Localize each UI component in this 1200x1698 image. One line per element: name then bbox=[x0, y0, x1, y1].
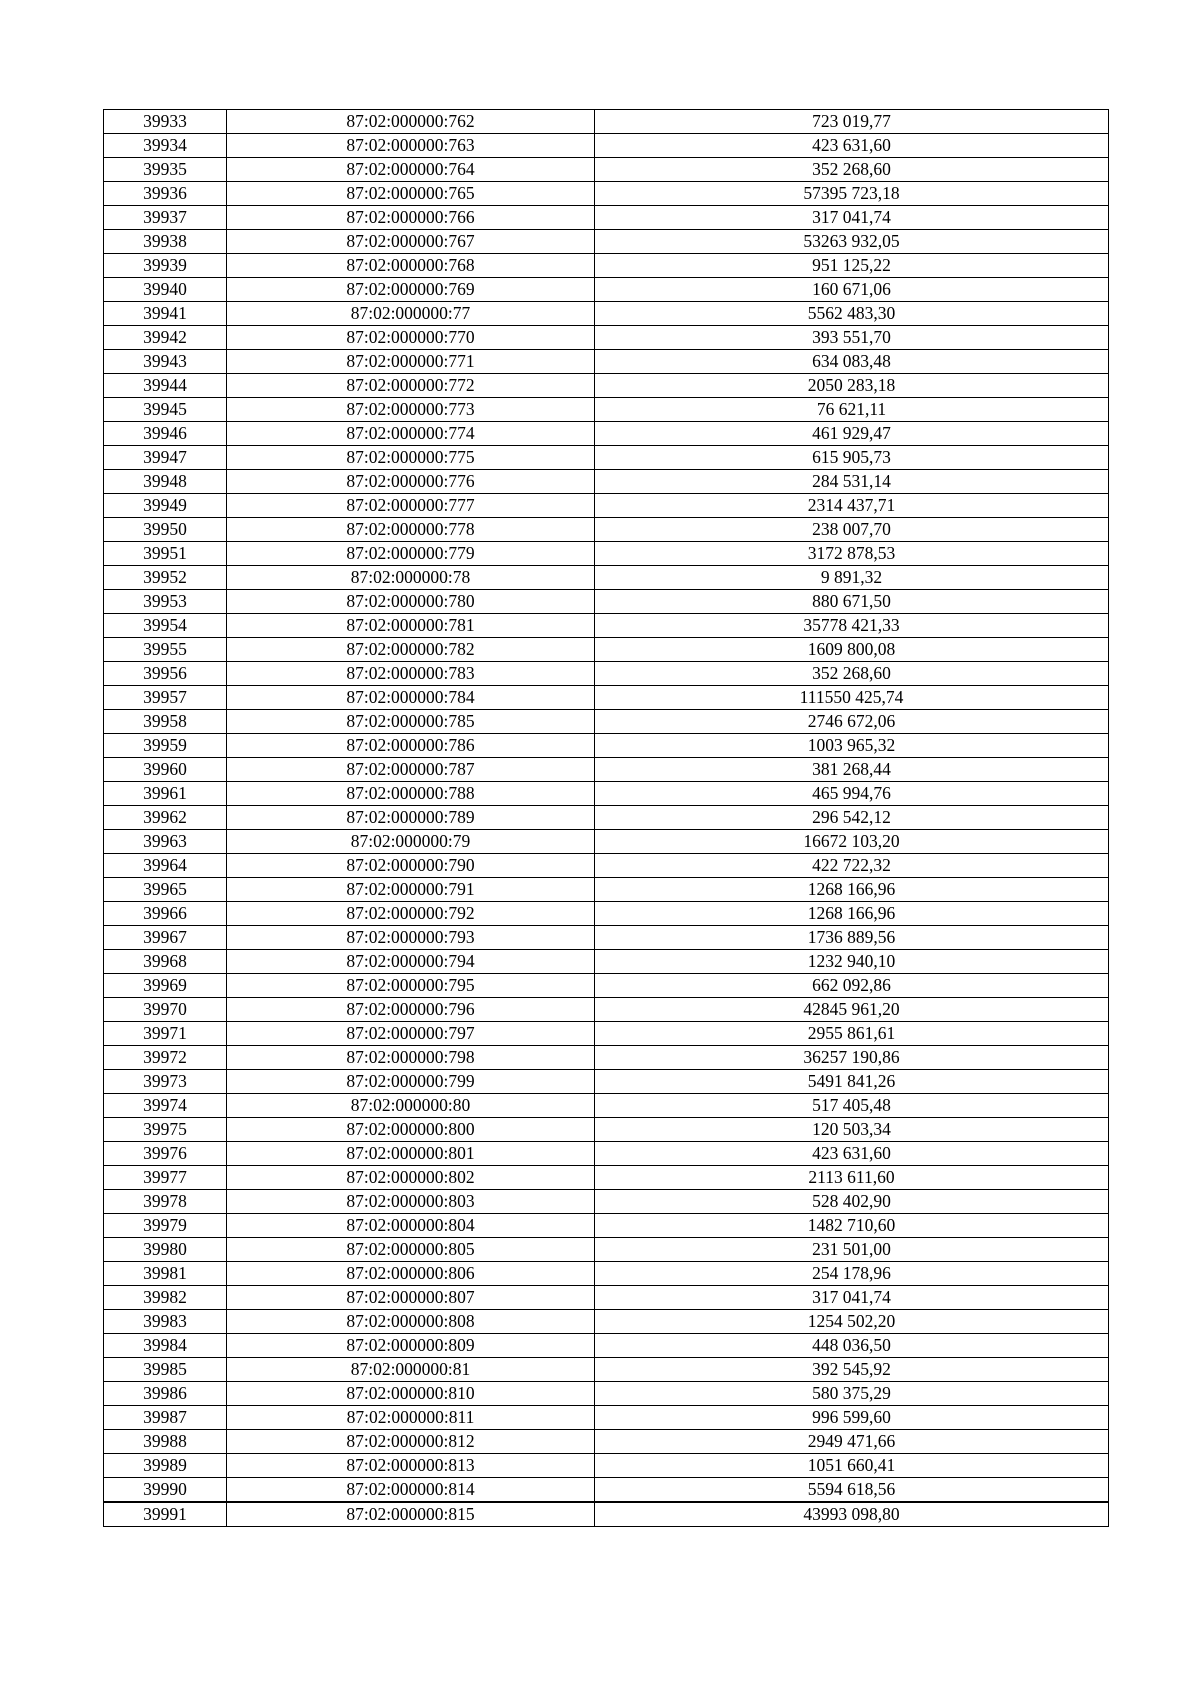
row-number-cell: 39973 bbox=[104, 1070, 227, 1094]
value-cell: 254 178,96 bbox=[595, 1262, 1109, 1286]
row-number-cell: 39947 bbox=[104, 446, 227, 470]
row-number-cell: 39978 bbox=[104, 1190, 227, 1214]
value-cell: 111550 425,74 bbox=[595, 686, 1109, 710]
table-row bbox=[104, 854, 1109, 878]
row-number-cell: 39955 bbox=[104, 638, 227, 662]
table-row bbox=[104, 1502, 1109, 1527]
table-row bbox=[104, 350, 1109, 374]
row-number-cell: 39948 bbox=[104, 470, 227, 494]
cadastral-number-cell: 87:02:000000:804 bbox=[227, 1214, 595, 1238]
row-number-cell: 39956 bbox=[104, 662, 227, 686]
row-number-cell: 39942 bbox=[104, 326, 227, 350]
row-number-cell: 39963 bbox=[104, 830, 227, 854]
row-number-cell: 39981 bbox=[104, 1262, 227, 1286]
row-number-cell: 39964 bbox=[104, 854, 227, 878]
value-cell: 352 268,60 bbox=[595, 158, 1109, 182]
table-row bbox=[104, 926, 1109, 950]
cadastral-number-cell: 87:02:000000:77 bbox=[227, 302, 595, 326]
value-cell: 461 929,47 bbox=[595, 422, 1109, 446]
value-cell: 996 599,60 bbox=[595, 1406, 1109, 1430]
row-number-cell: 39968 bbox=[104, 950, 227, 974]
cadastral-number-cell: 87:02:000000:763 bbox=[227, 134, 595, 158]
table-row bbox=[104, 326, 1109, 350]
value-cell: 1051 660,41 bbox=[595, 1454, 1109, 1478]
value-cell: 1609 800,08 bbox=[595, 638, 1109, 662]
value-cell: 9 891,32 bbox=[595, 566, 1109, 590]
cadastral-number-cell: 87:02:000000:781 bbox=[227, 614, 595, 638]
cadastral-number-cell: 87:02:000000:766 bbox=[227, 206, 595, 230]
row-number-cell: 39984 bbox=[104, 1334, 227, 1358]
row-number-cell: 39940 bbox=[104, 278, 227, 302]
value-cell: 5491 841,26 bbox=[595, 1070, 1109, 1094]
table-row bbox=[104, 830, 1109, 854]
row-number-cell: 39969 bbox=[104, 974, 227, 998]
table-row bbox=[104, 1214, 1109, 1238]
cadastral-number-cell: 87:02:000000:812 bbox=[227, 1430, 595, 1454]
row-number-cell: 39936 bbox=[104, 182, 227, 206]
row-number-cell: 39957 bbox=[104, 686, 227, 710]
value-cell: 2314 437,71 bbox=[595, 494, 1109, 518]
row-number-cell: 39938 bbox=[104, 230, 227, 254]
row-number-cell: 39945 bbox=[104, 398, 227, 422]
table-row bbox=[104, 470, 1109, 494]
value-cell: 5562 483,30 bbox=[595, 302, 1109, 326]
value-cell: 580 375,29 bbox=[595, 1382, 1109, 1406]
row-number-cell: 39986 bbox=[104, 1382, 227, 1406]
cadastral-number-cell: 87:02:000000:770 bbox=[227, 326, 595, 350]
row-number-cell: 39933 bbox=[104, 110, 227, 134]
table-row bbox=[104, 542, 1109, 566]
value-cell: 296 542,12 bbox=[595, 806, 1109, 830]
row-number-cell: 39976 bbox=[104, 1142, 227, 1166]
table-row bbox=[104, 758, 1109, 782]
cadastral-number-cell: 87:02:000000:790 bbox=[227, 854, 595, 878]
table-row bbox=[104, 254, 1109, 278]
value-cell: 57395 723,18 bbox=[595, 182, 1109, 206]
value-cell: 352 268,60 bbox=[595, 662, 1109, 686]
table-row bbox=[104, 1286, 1109, 1310]
cadastral-number-cell: 87:02:000000:807 bbox=[227, 1286, 595, 1310]
row-number-cell: 39939 bbox=[104, 254, 227, 278]
row-number-cell: 39988 bbox=[104, 1430, 227, 1454]
value-cell: 42845 961,20 bbox=[595, 998, 1109, 1022]
value-cell: 3172 878,53 bbox=[595, 542, 1109, 566]
table-row bbox=[104, 1094, 1109, 1118]
row-number-cell: 39953 bbox=[104, 590, 227, 614]
cadastral-number-cell: 87:02:000000:767 bbox=[227, 230, 595, 254]
value-cell: 120 503,34 bbox=[595, 1118, 1109, 1142]
cadastral-number-cell: 87:02:000000:808 bbox=[227, 1310, 595, 1334]
table-row bbox=[104, 518, 1109, 542]
value-cell: 2050 283,18 bbox=[595, 374, 1109, 398]
table-row bbox=[104, 1190, 1109, 1214]
row-number-cell: 39970 bbox=[104, 998, 227, 1022]
cadastral-number-cell: 87:02:000000:764 bbox=[227, 158, 595, 182]
table-row bbox=[104, 422, 1109, 446]
cadastral-number-cell: 87:02:000000:809 bbox=[227, 1334, 595, 1358]
value-cell: 2746 672,06 bbox=[595, 710, 1109, 734]
value-cell: 465 994,76 bbox=[595, 782, 1109, 806]
row-number-cell: 39949 bbox=[104, 494, 227, 518]
cadastral-number-cell: 87:02:000000:799 bbox=[227, 1070, 595, 1094]
value-cell: 53263 932,05 bbox=[595, 230, 1109, 254]
cadastral-number-cell: 87:02:000000:792 bbox=[227, 902, 595, 926]
table-row bbox=[104, 182, 1109, 206]
cadastral-number-cell: 87:02:000000:798 bbox=[227, 1046, 595, 1070]
table-row bbox=[104, 230, 1109, 254]
row-number-cell: 39946 bbox=[104, 422, 227, 446]
row-number-cell: 39982 bbox=[104, 1286, 227, 1310]
value-cell: 2949 471,66 bbox=[595, 1430, 1109, 1454]
row-number-cell: 39961 bbox=[104, 782, 227, 806]
row-number-cell: 39960 bbox=[104, 758, 227, 782]
cadastral-number-cell: 87:02:000000:789 bbox=[227, 806, 595, 830]
value-cell: 2113 611,60 bbox=[595, 1166, 1109, 1190]
table-row bbox=[104, 1334, 1109, 1358]
row-number-cell: 39958 bbox=[104, 710, 227, 734]
value-cell: 381 268,44 bbox=[595, 758, 1109, 782]
cadastral-number-cell: 87:02:000000:780 bbox=[227, 590, 595, 614]
row-number-cell: 39972 bbox=[104, 1046, 227, 1070]
row-number-cell: 39977 bbox=[104, 1166, 227, 1190]
table-row bbox=[104, 110, 1109, 134]
row-number-cell: 39974 bbox=[104, 1094, 227, 1118]
table-row bbox=[104, 1070, 1109, 1094]
table-row bbox=[104, 1142, 1109, 1166]
table-row bbox=[104, 1166, 1109, 1190]
table-row bbox=[104, 1478, 1109, 1503]
cadastral-number-cell: 87:02:000000:79 bbox=[227, 830, 595, 854]
value-cell: 43993 098,80 bbox=[595, 1502, 1109, 1527]
table-row bbox=[104, 638, 1109, 662]
cadastral-number-cell: 87:02:000000:814 bbox=[227, 1478, 595, 1503]
row-number-cell: 39950 bbox=[104, 518, 227, 542]
value-cell: 951 125,22 bbox=[595, 254, 1109, 278]
row-number-cell: 39951 bbox=[104, 542, 227, 566]
cadastral-number-cell: 87:02:000000:803 bbox=[227, 1190, 595, 1214]
cadastral-number-cell: 87:02:000000:785 bbox=[227, 710, 595, 734]
row-number-cell: 39934 bbox=[104, 134, 227, 158]
table-row bbox=[104, 446, 1109, 470]
value-cell: 1268 166,96 bbox=[595, 878, 1109, 902]
cadastral-number-cell: 87:02:000000:805 bbox=[227, 1238, 595, 1262]
cadastral-number-cell: 87:02:000000:796 bbox=[227, 998, 595, 1022]
table-row bbox=[104, 374, 1109, 398]
row-number-cell: 39990 bbox=[104, 1478, 227, 1503]
table-row bbox=[104, 158, 1109, 182]
value-cell: 1003 965,32 bbox=[595, 734, 1109, 758]
table-row bbox=[104, 710, 1109, 734]
table-row bbox=[104, 1118, 1109, 1142]
row-number-cell: 39987 bbox=[104, 1406, 227, 1430]
value-cell: 317 041,74 bbox=[595, 206, 1109, 230]
cadastral-number-cell: 87:02:000000:773 bbox=[227, 398, 595, 422]
table-row bbox=[104, 590, 1109, 614]
value-cell: 422 722,32 bbox=[595, 854, 1109, 878]
value-cell: 238 007,70 bbox=[595, 518, 1109, 542]
value-cell: 36257 190,86 bbox=[595, 1046, 1109, 1070]
cadastral-number-cell: 87:02:000000:779 bbox=[227, 542, 595, 566]
table-row bbox=[104, 278, 1109, 302]
value-cell: 392 545,92 bbox=[595, 1358, 1109, 1382]
row-number-cell: 39967 bbox=[104, 926, 227, 950]
cadastral-number-cell: 87:02:000000:81 bbox=[227, 1358, 595, 1382]
value-cell: 528 402,90 bbox=[595, 1190, 1109, 1214]
row-number-cell: 39965 bbox=[104, 878, 227, 902]
table-row bbox=[104, 782, 1109, 806]
value-cell: 615 905,73 bbox=[595, 446, 1109, 470]
row-number-cell: 39979 bbox=[104, 1214, 227, 1238]
cadastral-number-cell: 87:02:000000:800 bbox=[227, 1118, 595, 1142]
row-number-cell: 39980 bbox=[104, 1238, 227, 1262]
table-row bbox=[104, 1406, 1109, 1430]
cadastral-number-cell: 87:02:000000:806 bbox=[227, 1262, 595, 1286]
table-row bbox=[104, 1382, 1109, 1406]
cadastral-number-cell: 87:02:000000:813 bbox=[227, 1454, 595, 1478]
row-number-cell: 39985 bbox=[104, 1358, 227, 1382]
row-number-cell: 39966 bbox=[104, 902, 227, 926]
table-row bbox=[104, 1454, 1109, 1478]
row-number-cell: 39975 bbox=[104, 1118, 227, 1142]
value-cell: 35778 421,33 bbox=[595, 614, 1109, 638]
cadastral-number-cell: 87:02:000000:772 bbox=[227, 374, 595, 398]
value-cell: 880 671,50 bbox=[595, 590, 1109, 614]
value-cell: 2955 861,61 bbox=[595, 1022, 1109, 1046]
value-cell: 1736 889,56 bbox=[595, 926, 1109, 950]
row-number-cell: 39937 bbox=[104, 206, 227, 230]
row-number-cell: 39983 bbox=[104, 1310, 227, 1334]
value-cell: 517 405,48 bbox=[595, 1094, 1109, 1118]
cadastral-number-cell: 87:02:000000:78 bbox=[227, 566, 595, 590]
cadastral-number-cell: 87:02:000000:774 bbox=[227, 422, 595, 446]
cadastral-number-cell: 87:02:000000:801 bbox=[227, 1142, 595, 1166]
value-cell: 423 631,60 bbox=[595, 134, 1109, 158]
cadastral-number-cell: 87:02:000000:765 bbox=[227, 182, 595, 206]
row-number-cell: 39962 bbox=[104, 806, 227, 830]
value-cell: 284 531,14 bbox=[595, 470, 1109, 494]
table-body bbox=[104, 110, 1109, 1527]
row-number-cell: 39989 bbox=[104, 1454, 227, 1478]
row-number-cell: 39943 bbox=[104, 350, 227, 374]
value-cell: 317 041,74 bbox=[595, 1286, 1109, 1310]
row-number-cell: 39971 bbox=[104, 1022, 227, 1046]
value-cell: 231 501,00 bbox=[595, 1238, 1109, 1262]
value-cell: 634 083,48 bbox=[595, 350, 1109, 374]
value-cell: 448 036,50 bbox=[595, 1334, 1109, 1358]
cadastral-number-cell: 87:02:000000:811 bbox=[227, 1406, 595, 1430]
value-cell: 423 631,60 bbox=[595, 1142, 1109, 1166]
value-cell: 662 092,86 bbox=[595, 974, 1109, 998]
value-cell: 160 671,06 bbox=[595, 278, 1109, 302]
cadastral-number-cell: 87:02:000000:810 bbox=[227, 1382, 595, 1406]
row-number-cell: 39954 bbox=[104, 614, 227, 638]
cadastral-number-cell: 87:02:000000:784 bbox=[227, 686, 595, 710]
cadastral-number-cell: 87:02:000000:783 bbox=[227, 662, 595, 686]
value-cell: 76 621,11 bbox=[595, 398, 1109, 422]
cadastral-number-cell: 87:02:000000:815 bbox=[227, 1502, 595, 1527]
table-row bbox=[104, 1238, 1109, 1262]
cadastral-number-cell: 87:02:000000:786 bbox=[227, 734, 595, 758]
cadastral-number-cell: 87:02:000000:797 bbox=[227, 1022, 595, 1046]
value-cell: 1232 940,10 bbox=[595, 950, 1109, 974]
table-row bbox=[104, 662, 1109, 686]
cadastral-number-cell: 87:02:000000:788 bbox=[227, 782, 595, 806]
value-cell: 393 551,70 bbox=[595, 326, 1109, 350]
table-row bbox=[104, 878, 1109, 902]
row-number-cell: 39944 bbox=[104, 374, 227, 398]
table-row bbox=[104, 134, 1109, 158]
row-number-cell: 39959 bbox=[104, 734, 227, 758]
row-number-cell: 39952 bbox=[104, 566, 227, 590]
cadastral-number-cell: 87:02:000000:771 bbox=[227, 350, 595, 374]
cadastral-number-cell: 87:02:000000:762 bbox=[227, 110, 595, 134]
table-row bbox=[104, 494, 1109, 518]
table-row bbox=[104, 302, 1109, 326]
cadastral-number-cell: 87:02:000000:787 bbox=[227, 758, 595, 782]
value-cell: 723 019,77 bbox=[595, 110, 1109, 134]
row-number-cell: 39941 bbox=[104, 302, 227, 326]
cadastral-number-cell: 87:02:000000:768 bbox=[227, 254, 595, 278]
cadastral-number-cell: 87:02:000000:793 bbox=[227, 926, 595, 950]
cadastral-number-cell: 87:02:000000:782 bbox=[227, 638, 595, 662]
table-row bbox=[104, 806, 1109, 830]
table-row bbox=[104, 734, 1109, 758]
table-row bbox=[104, 1046, 1109, 1070]
cadastral-number-cell: 87:02:000000:769 bbox=[227, 278, 595, 302]
table-row bbox=[104, 1262, 1109, 1286]
row-number-cell: 39991 bbox=[104, 1502, 227, 1527]
table-row bbox=[104, 998, 1109, 1022]
table-row bbox=[104, 398, 1109, 422]
table-row bbox=[104, 1310, 1109, 1334]
table-row bbox=[104, 566, 1109, 590]
cadastral-number-cell: 87:02:000000:794 bbox=[227, 950, 595, 974]
value-cell: 16672 103,20 bbox=[595, 830, 1109, 854]
table-row bbox=[104, 614, 1109, 638]
cadastral-number-cell: 87:02:000000:776 bbox=[227, 470, 595, 494]
table-row bbox=[104, 1022, 1109, 1046]
cadastral-number-cell: 87:02:000000:791 bbox=[227, 878, 595, 902]
value-cell: 1254 502,20 bbox=[595, 1310, 1109, 1334]
value-cell: 1482 710,60 bbox=[595, 1214, 1109, 1238]
table-row bbox=[104, 686, 1109, 710]
row-number-cell: 39935 bbox=[104, 158, 227, 182]
cadastral-number-cell: 87:02:000000:802 bbox=[227, 1166, 595, 1190]
value-cell: 1268 166,96 bbox=[595, 902, 1109, 926]
cadastral-number-cell: 87:02:000000:778 bbox=[227, 518, 595, 542]
cadastral-number-cell: 87:02:000000:775 bbox=[227, 446, 595, 470]
table-row bbox=[104, 1430, 1109, 1454]
table-row bbox=[104, 950, 1109, 974]
table-row bbox=[104, 902, 1109, 926]
value-cell: 5594 618,56 bbox=[595, 1478, 1109, 1503]
table-row bbox=[104, 206, 1109, 230]
cadastral-number-cell: 87:02:000000:777 bbox=[227, 494, 595, 518]
cadastral-number-cell: 87:02:000000:80 bbox=[227, 1094, 595, 1118]
cadastral-value-table bbox=[103, 109, 1109, 1527]
table-row bbox=[104, 974, 1109, 998]
table-row bbox=[104, 1358, 1109, 1382]
cadastral-number-cell: 87:02:000000:795 bbox=[227, 974, 595, 998]
